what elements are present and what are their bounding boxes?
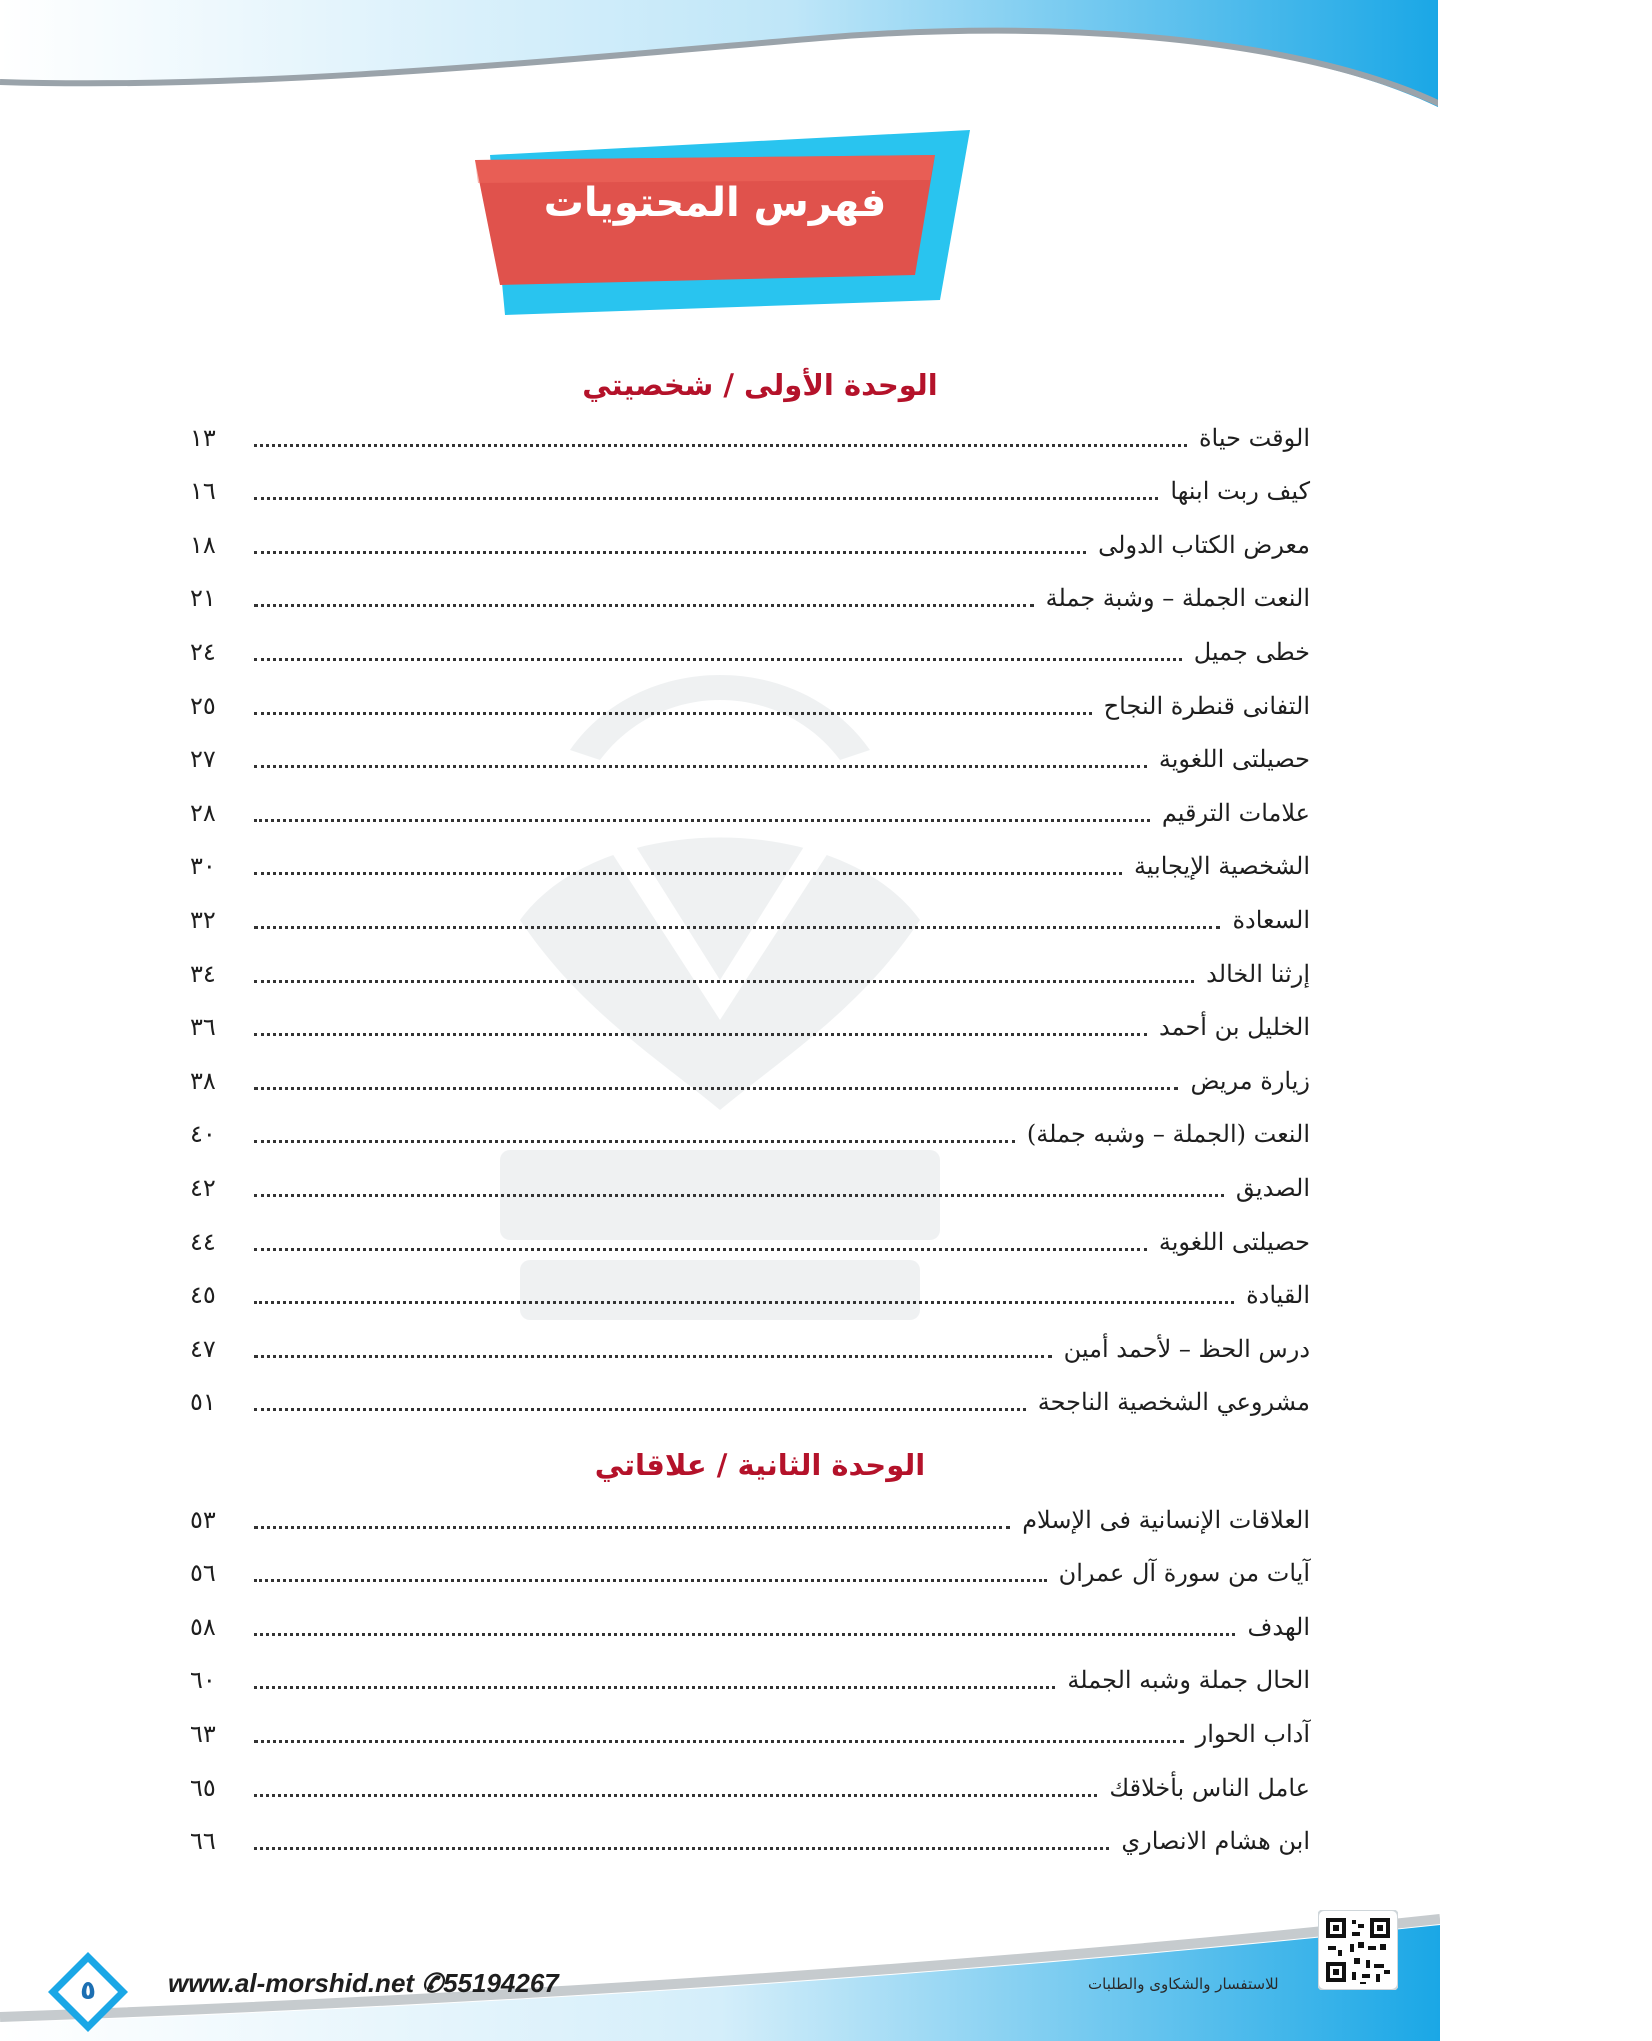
toc-entry-title: معرض الكتاب الدولى (1098, 530, 1310, 559)
dot-leader (254, 604, 1034, 607)
unit-1-toc-list (190, 404, 1310, 1422)
toc-entry-page: ٣٨ (190, 1066, 216, 1095)
toc-entry-page: ٦٠ (190, 1666, 216, 1695)
toc-row[interactable] (190, 1154, 1310, 1208)
toc-entry-title: النعت الجملة – وشبة جملة (1045, 584, 1310, 613)
dot-leader (254, 1579, 1047, 1582)
dot-leader (254, 1355, 1052, 1358)
dot-leader (254, 1087, 1178, 1090)
toc-row[interactable] (190, 1369, 1310, 1423)
toc-row[interactable] (190, 1262, 1310, 1316)
toc-entry-page: ٢١ (190, 584, 216, 613)
toc-row[interactable] (190, 618, 1310, 672)
toc-entry-title: خطى جميل (1193, 637, 1310, 666)
dot-leader (254, 1740, 1184, 1743)
toc-entry-title: الهدف (1247, 1612, 1310, 1641)
toc-row[interactable] (190, 886, 1310, 940)
toc-row[interactable] (190, 1593, 1310, 1647)
toc-entry-page: ٤٢ (190, 1173, 216, 1202)
toc-entry-title: آداب الحوار (1195, 1719, 1310, 1748)
toc-entry-title: درس الحظ – لأحمد أمين (1063, 1334, 1310, 1363)
toc-entry-page: ١٣ (190, 423, 216, 452)
dot-leader (254, 1794, 1097, 1797)
toc-entry-page: ٥١ (190, 1388, 216, 1417)
toc-entry-page: ٣٦ (190, 1013, 216, 1042)
toc-entry-title: العلاقات الإنسانية فى الإسلام (1022, 1505, 1310, 1534)
toc-entry-title: عامل الناس بأخلاقك (1109, 1773, 1310, 1802)
toc-row[interactable] (190, 779, 1310, 833)
dot-leader (254, 872, 1122, 875)
toc-row[interactable] (190, 672, 1310, 726)
toc-row[interactable] (190, 458, 1310, 512)
toc-entry-title: حصيلتى اللغوية (1158, 1227, 1310, 1256)
toc-row[interactable] (190, 1047, 1310, 1101)
toc-row[interactable] (190, 1101, 1310, 1155)
toc-entry-page: ٤٤ (190, 1227, 216, 1256)
toc-entry-title: علامات الترقيم (1161, 798, 1310, 827)
toc-entry-page: ١٦ (190, 477, 216, 506)
dot-leader (254, 1686, 1055, 1689)
toc-entry-title: الشخصية الإيجابية (1133, 852, 1310, 881)
toc-row[interactable] (190, 1647, 1310, 1701)
toc-entry-title: حصيلتى اللغوية (1158, 745, 1310, 774)
toc-row[interactable] (190, 511, 1310, 565)
dot-leader (254, 980, 1194, 983)
dot-leader (254, 765, 1147, 768)
toc-row[interactable] (190, 940, 1310, 994)
dot-leader (254, 658, 1182, 661)
toc-entry-title: القيادة (1246, 1281, 1310, 1310)
footer-website-phone[interactable]: www.al-morshid.net ✆55194267 (168, 1968, 559, 1998)
dot-leader (254, 926, 1220, 929)
dot-leader (254, 1033, 1147, 1036)
toc-entry-page: ٦٥ (190, 1773, 216, 1802)
dot-leader (254, 1248, 1147, 1251)
toc-row[interactable] (190, 1486, 1310, 1540)
dot-leader (254, 1847, 1109, 1850)
dot-leader (254, 497, 1158, 500)
toc-entry-title: زيارة مريض (1190, 1066, 1310, 1095)
toc-entry-title: الصديق (1235, 1173, 1310, 1202)
top-wave-decoration (0, 0, 1652, 130)
toc-row[interactable] (190, 833, 1310, 887)
page-number: ٥ (80, 1976, 96, 2006)
footer-inquiry-text: للاستفسار والشكاوى والطلبات (1088, 1975, 1279, 1993)
toc-row[interactable] (190, 1540, 1310, 1594)
toc-entry-title: الوقت حياة (1198, 423, 1310, 452)
toc-entry-title: التفانى قنطرة النجاح (1103, 691, 1310, 720)
dot-leader (254, 712, 1092, 715)
dot-leader (254, 1526, 1010, 1529)
dot-leader (254, 1194, 1224, 1197)
toc-entry-title: الحال جملة وشبه الجملة (1067, 1666, 1310, 1695)
right-margin (1438, 0, 1652, 2041)
dot-leader (254, 551, 1086, 554)
toc-row[interactable] (190, 994, 1310, 1048)
toc-entry-page: ٢٧ (190, 745, 216, 774)
toc-entry-page: ٥٨ (190, 1612, 216, 1641)
toc-row[interactable] (190, 1808, 1310, 1862)
toc-entry-title: الخليل بن أحمد (1158, 1013, 1310, 1042)
toc-entry-title: السعادة (1232, 905, 1310, 934)
dot-leader (254, 1408, 1026, 1411)
toc-entry-page: ٢٤ (190, 637, 216, 666)
toc-row[interactable] (190, 1754, 1310, 1808)
toc-entry-page: ١٨ (190, 530, 216, 559)
toc-row[interactable] (190, 1700, 1310, 1754)
toc-entry-title: مشروعي الشخصية الناجحة (1037, 1388, 1310, 1417)
toc-entry-page: ٤٥ (190, 1281, 216, 1310)
toc-entry-title: كيف ربت ابنها (1170, 477, 1310, 506)
toc-row[interactable] (190, 565, 1310, 619)
dot-leader (254, 1301, 1234, 1304)
toc-entry-title: إرثنا الخالد (1206, 959, 1310, 988)
toc-entry-page: ٥٣ (190, 1505, 216, 1534)
toc-entry-title: ابن هشام الانصاري (1121, 1827, 1310, 1856)
dot-leader (254, 444, 1187, 447)
toc-entry-page: ٥٦ (190, 1559, 216, 1588)
toc-row[interactable] (190, 1315, 1310, 1369)
dot-leader (254, 1633, 1235, 1636)
toc-entry-page: ٢٨ (190, 798, 216, 827)
toc-row[interactable] (190, 726, 1310, 780)
toc-row[interactable] (190, 1208, 1310, 1262)
qr-code-icon[interactable] (1318, 1910, 1398, 1990)
toc-entry-page: ٣٠ (190, 852, 216, 881)
toc-entry-page: ٤٧ (190, 1334, 216, 1363)
unit-2-heading: الوحدة الثانية / علاقاتي (594, 1448, 926, 1482)
dot-leader (254, 1140, 1015, 1143)
unit-1-heading: الوحدة الأولى / شخصيتي (582, 368, 938, 402)
page-title: فهرس المحتويات (543, 180, 887, 226)
toc-row[interactable] (190, 404, 1310, 458)
toc-entry-title: آيات من سورة آل عمران (1058, 1559, 1310, 1588)
unit-2-toc-list (190, 1486, 1310, 1861)
toc-entry-title: النعت (الجملة – وشبه جملة) (1026, 1120, 1310, 1149)
toc-entry-page: ٦٣ (190, 1719, 216, 1748)
toc-entry-page: ٣٤ (190, 959, 216, 988)
dot-leader (254, 819, 1150, 822)
toc-entry-page: ٤٠ (190, 1120, 216, 1149)
toc-entry-page: ٦٦ (190, 1827, 216, 1856)
toc-entry-page: ٣٢ (190, 905, 216, 934)
toc-entry-page: ٢٥ (190, 691, 216, 720)
